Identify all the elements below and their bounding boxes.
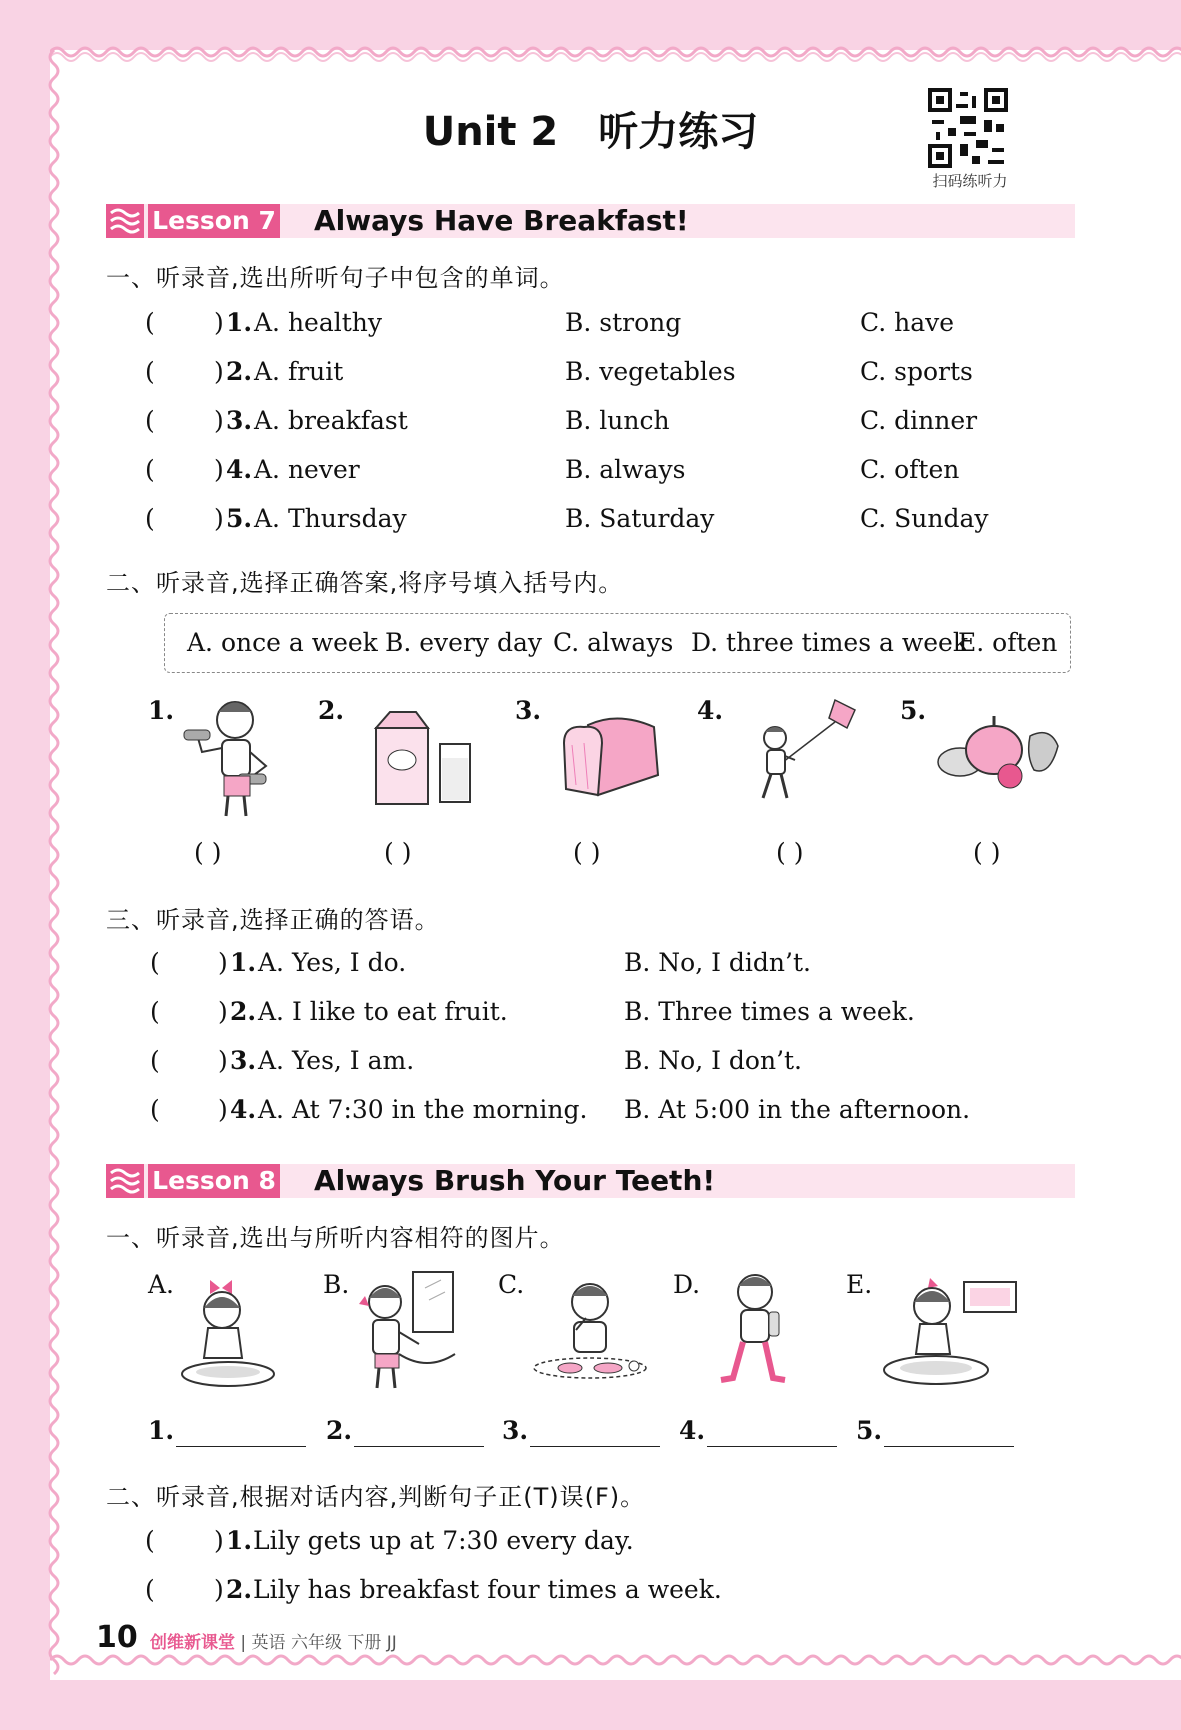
answer-paren-open[interactable]: ( <box>145 357 155 386</box>
picture-label: C. <box>498 1270 525 1299</box>
lesson8-banner <box>106 1164 1075 1198</box>
item-number: 3. <box>230 1046 257 1075</box>
lesson7-tag: Lesson 7 <box>148 204 280 238</box>
answer-paren-open[interactable]: ( <box>145 1575 155 1604</box>
boy-with-kite-icon <box>755 698 865 813</box>
picture-number: 2. <box>318 696 345 725</box>
option-b: B. At 5:00 in the afternoon. <box>624 1095 971 1124</box>
option-b: B. Three times a week. <box>624 997 915 1026</box>
answer-paren[interactable]: ( ) <box>776 838 804 867</box>
option-item: B. every day <box>385 628 543 657</box>
wavy-border-bottom <box>50 1652 1181 1672</box>
option-a: A. Yes, I do. <box>258 948 407 977</box>
qr-code-icon[interactable] <box>928 88 1008 168</box>
item-number: 1. <box>226 1526 253 1555</box>
option-b: B. vegetables <box>565 357 736 386</box>
item-number: 1. <box>230 948 257 977</box>
item-number: 2. <box>226 357 253 386</box>
answer-paren-open[interactable]: ( <box>145 455 155 484</box>
answer-paren-close: ) <box>218 1046 228 1075</box>
answer-blank[interactable] <box>176 1446 306 1447</box>
option-a: A. Thursday <box>254 504 407 533</box>
answer-paren-close: ) <box>218 1095 228 1124</box>
option-b: B. No, I don’t. <box>624 1046 803 1075</box>
answer-paren-open[interactable]: ( <box>150 948 160 977</box>
picture-number: 1. <box>148 696 175 725</box>
boy-eating-icon <box>530 1272 650 1387</box>
waves-icon <box>106 204 144 238</box>
answer-paren-open[interactable]: ( <box>145 406 155 435</box>
bread-loaf-icon <box>558 715 668 800</box>
footer-text <box>150 1628 397 1653</box>
answer-paren-open[interactable]: ( <box>145 308 155 337</box>
option-item: C. always <box>553 628 674 657</box>
lesson7-title: Always Have Breakfast! <box>314 204 689 237</box>
answer-paren-open[interactable]: ( <box>150 997 160 1026</box>
answer-paren-close: ) <box>218 997 228 1026</box>
answer-paren[interactable]: ( ) <box>573 838 601 867</box>
lesson7-part1-heading: 一、听录音,选出所听句子中包含的单词。 <box>106 264 565 292</box>
lesson8-tag: Lesson 8 <box>148 1164 280 1198</box>
option-c: C. have <box>860 308 955 337</box>
option-c: C. often <box>860 455 960 484</box>
picture-label: B. <box>323 1270 350 1299</box>
answer-paren-close: ) <box>214 504 224 533</box>
option-c: C. sports <box>860 357 973 386</box>
answer-blank[interactable] <box>707 1446 837 1447</box>
option-c: C. Sunday <box>860 504 989 533</box>
unit-subtitle: 听力练习 <box>598 109 759 155</box>
picture-number: 3. <box>515 696 542 725</box>
option-b: B. always <box>565 455 686 484</box>
option-a: A. Yes, I am. <box>258 1046 415 1075</box>
answer-blank[interactable] <box>354 1446 484 1447</box>
statement-text: Lily has breakfast four times a week. <box>253 1575 722 1604</box>
answer-paren[interactable]: ( ) <box>973 838 1001 867</box>
lesson8-part2-heading: 二、听录音,根据对话内容,判断句子正(T)误(F)。 <box>106 1483 646 1511</box>
wavy-border-top <box>50 42 1181 62</box>
option-a: A. At 7:30 in the morning. <box>258 1095 588 1124</box>
option-a: A. healthy <box>254 308 383 337</box>
girl-washing-hands-icon <box>355 1268 460 1390</box>
lesson7-banner <box>106 204 1075 238</box>
option-item: D. three times a week <box>691 628 968 657</box>
answer-paren-open[interactable]: ( <box>150 1046 160 1075</box>
blank-number: 2. <box>326 1416 353 1445</box>
item-number: 4. <box>226 455 253 484</box>
picture-number: 4. <box>697 696 724 725</box>
answer-paren-open[interactable]: ( <box>150 1095 160 1124</box>
option-a: A. breakfast <box>254 406 408 435</box>
answer-paren-close: ) <box>214 357 224 386</box>
answer-blank[interactable] <box>884 1446 1014 1447</box>
girl-brushing-teeth-icon <box>880 1270 1020 1388</box>
item-number: 4. <box>230 1095 257 1124</box>
girl-washing-face-icon <box>180 1268 280 1390</box>
item-number: 2. <box>230 997 257 1026</box>
lesson8-title: Always Brush Your Teeth! <box>314 1164 716 1197</box>
blank-number: 3. <box>502 1416 529 1445</box>
blank-number: 4. <box>679 1416 706 1445</box>
picture-label: D. <box>673 1270 701 1299</box>
picture-number: 5. <box>900 696 927 725</box>
statement-text: Lily gets up at 7:30 every day. <box>253 1526 634 1555</box>
vegetables-icon <box>930 706 1065 796</box>
item-number: 1. <box>226 308 253 337</box>
option-a: A. I like to eat fruit. <box>258 997 508 1026</box>
answer-paren[interactable]: ( ) <box>384 838 412 867</box>
option-c: C. dinner <box>860 406 978 435</box>
footer-brand: 创维新课堂 <box>150 1633 235 1653</box>
answer-paren-close: ) <box>214 1526 224 1555</box>
unit-label: Unit 2 <box>422 109 559 155</box>
answer-paren[interactable]: ( ) <box>194 838 222 867</box>
option-b: B. strong <box>565 308 682 337</box>
boy-lifting-dumbbells-icon <box>180 690 280 820</box>
option-a: A. fruit <box>254 357 344 386</box>
qr-caption: 扫码练听力 <box>932 172 1008 190</box>
item-number: 5. <box>226 504 253 533</box>
option-item: A. once a week <box>187 628 378 657</box>
footer-info: | 英语 六年级 下册 JJ <box>240 1633 397 1653</box>
option-b: B. No, I didn’t. <box>624 948 811 977</box>
answer-paren-close: ) <box>214 455 224 484</box>
picture-label: A. <box>148 1270 175 1299</box>
picture-label: E. <box>846 1270 873 1299</box>
item-number: 2. <box>226 1575 253 1604</box>
option-b: B. lunch <box>565 406 670 435</box>
blank-number: 5. <box>856 1416 883 1445</box>
blank-number: 1. <box>148 1416 175 1445</box>
lesson8-part1-heading: 一、听录音,选出与所听内容相符的图片。 <box>106 1224 565 1252</box>
page-number: 10 <box>96 1620 138 1655</box>
answer-paren-open[interactable]: ( <box>145 1526 155 1555</box>
answer-blank[interactable] <box>530 1446 660 1447</box>
wavy-border-left <box>44 50 64 1680</box>
answer-paren-open[interactable]: ( <box>145 504 155 533</box>
milk-carton-and-glass-icon <box>368 708 478 808</box>
waves-icon <box>106 1164 144 1198</box>
option-b: B. Saturday <box>565 504 715 533</box>
option-item: E. often <box>958 628 1058 657</box>
answer-paren-close: ) <box>214 308 224 337</box>
answer-paren-close: ) <box>218 948 228 977</box>
answer-paren-close: ) <box>214 1575 224 1604</box>
answer-paren-close: ) <box>214 406 224 435</box>
option-a: A. never <box>254 455 360 484</box>
lesson7-part3-heading: 三、听录音,选择正确的答语。 <box>106 906 440 934</box>
item-number: 3. <box>226 406 253 435</box>
options-box <box>164 613 1071 673</box>
lesson7-part2-heading: 二、听录音,选择正确答案,将序号填入括号内。 <box>106 569 624 597</box>
boy-walking-icon <box>715 1268 795 1390</box>
